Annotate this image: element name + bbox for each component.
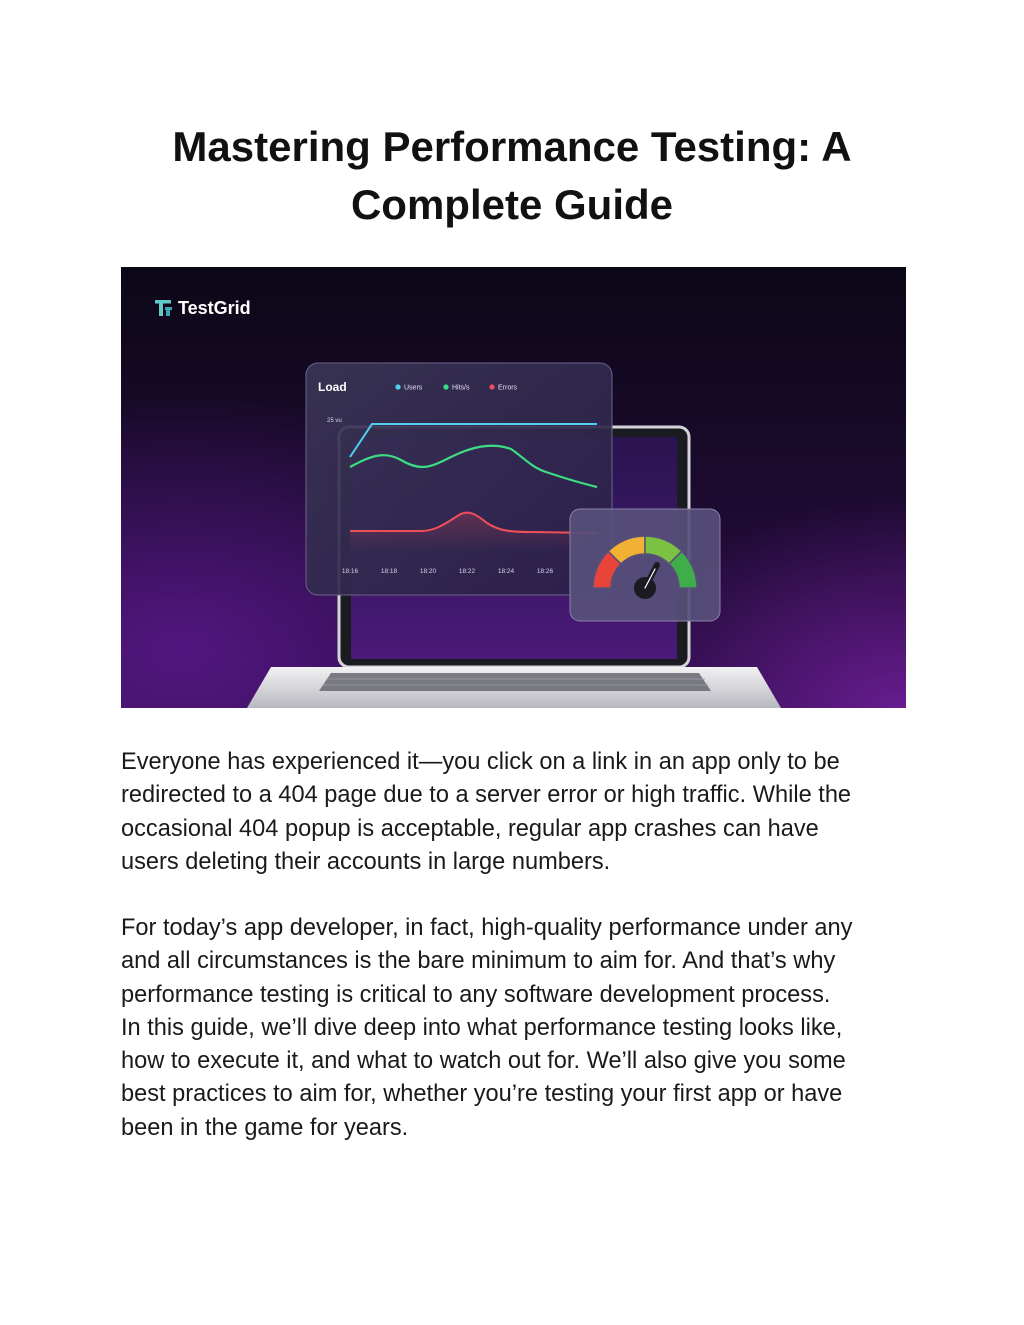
legend-dot <box>443 384 448 389</box>
x-tick-label: 18:26 <box>536 568 554 575</box>
legend-dot <box>489 384 494 389</box>
brand-name: TestGrid <box>178 298 251 318</box>
gauge-card-bg <box>570 509 720 621</box>
y-tick-label: 25 vu <box>327 418 342 424</box>
text-line: redirected to a 404 page due to a server error or high traffic. While the <box>121 782 852 809</box>
hero-image <box>121 267 906 708</box>
chart-legend <box>395 384 517 391</box>
title-line: Complete Guide <box>350 181 674 228</box>
panel-title: Load <box>318 380 347 394</box>
load-panel <box>306 363 612 595</box>
text-line: best practices to aim for, whether you’re testing your first app or have <box>121 1081 843 1108</box>
legend-dot <box>395 384 400 389</box>
text-line: For today’s app developer, in fact, high-quality performance under any <box>121 915 853 941</box>
text-line: and all circumstances is the bare minimum to aim for. And that’s why <box>121 948 836 975</box>
x-tick-label: 18:22 <box>458 568 476 575</box>
x-tick-label: 18:18 <box>380 568 398 575</box>
text-line: Everyone has experienced it—you click on a link in an app only to be <box>121 749 840 775</box>
legend-label: Users <box>404 384 423 392</box>
testgrid-logo <box>155 298 251 318</box>
guide-paragraph <box>121 912 911 1145</box>
testgrid-logo-icon <box>155 300 172 316</box>
page-title <box>112 118 912 234</box>
title-line: Mastering Performance Testing: A <box>172 123 852 170</box>
legend-label: Hits/s <box>452 384 470 392</box>
text-line: users deleting their accounts in large numbers. <box>121 848 611 875</box>
intro-paragraph <box>121 746 911 879</box>
x-tick-label: 18:20 <box>419 568 437 575</box>
text-line: occasional 404 popup is acceptable, regular app crashes can have <box>121 815 819 842</box>
hero-illustration <box>121 267 906 708</box>
text-line: In this guide, we’ll dive deep into what performance testing looks like, <box>121 1014 843 1041</box>
legend-label: Errors <box>498 384 518 392</box>
text-line: been in the game for years. <box>121 1114 409 1141</box>
text-line: performance testing is critical to any software development process. <box>121 981 831 1008</box>
text-line: how to execute it, and what to watch out for. We’ll also give you some <box>121 1048 846 1075</box>
x-tick-label: 18:24 <box>497 568 515 575</box>
gauge-card <box>570 509 720 621</box>
laptop-keyboard <box>319 673 711 691</box>
x-tick-label: 18:16 <box>341 568 359 575</box>
